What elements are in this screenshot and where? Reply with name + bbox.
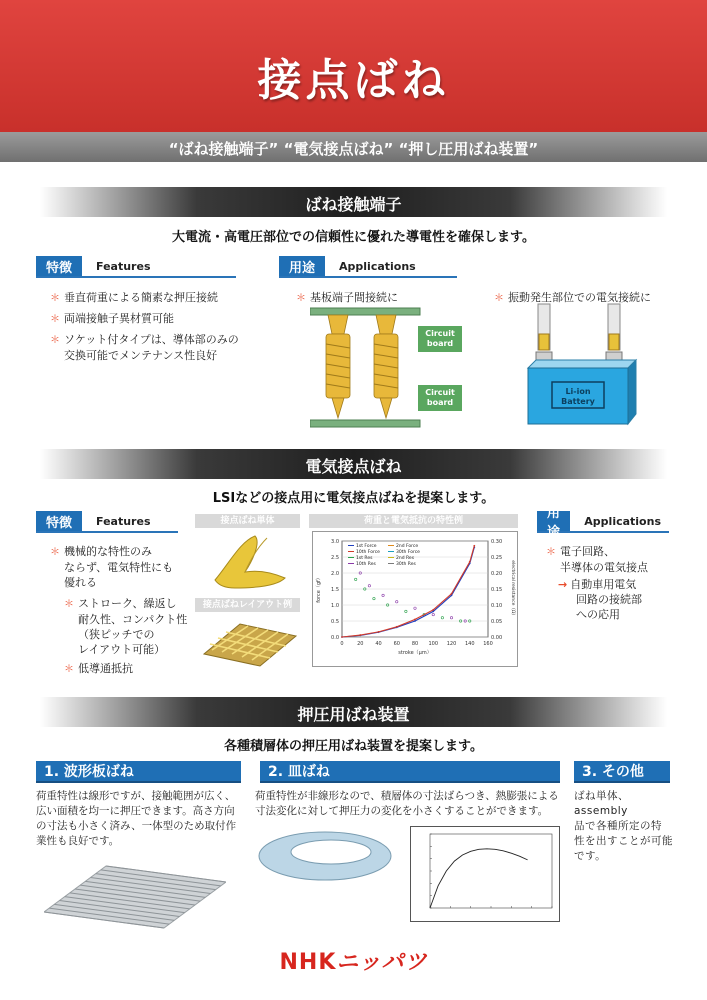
section1-apps-tag bbox=[279, 256, 457, 278]
item3-header: 3. その他 bbox=[574, 761, 670, 783]
legend-entry: 2nd Res bbox=[396, 556, 415, 561]
force-point bbox=[432, 609, 434, 611]
battery-label: Li-ion Battery bbox=[561, 387, 595, 406]
force-point bbox=[469, 561, 471, 563]
y2-tick-label: 0.00 bbox=[491, 635, 503, 641]
circuit-board-label-top: Circuit board bbox=[418, 326, 462, 352]
item2-text: 荷重特性が非線形なので、積層体の寸法ばらつき、熱膨張による 寸法変化に対して押圧力の変化を小さくすることができます。 bbox=[255, 790, 559, 817]
x-tick-label: 120 bbox=[446, 641, 457, 647]
force-point bbox=[414, 619, 416, 621]
features-label-en: Features bbox=[96, 259, 151, 273]
list-item: → 自動車用電気 回路の接続部 への応用 bbox=[558, 578, 642, 621]
item2-header: 2. 皿ばね bbox=[260, 761, 560, 783]
battery-illustration bbox=[522, 302, 642, 430]
legend-entry: 30th Force bbox=[396, 550, 420, 555]
force-resistance-chart bbox=[312, 531, 518, 667]
y2-tick-label: 0.10 bbox=[491, 603, 503, 609]
nhk-logo: NHKニッパツ bbox=[279, 950, 428, 975]
x-tick-label: 100 bbox=[428, 641, 439, 647]
y-tick-label: 0.0 bbox=[331, 635, 339, 641]
legend-entry: 10th Force bbox=[356, 550, 380, 555]
list-item: ＊ 電子回路、 半導体の電気接点 bbox=[546, 545, 648, 574]
res-point bbox=[405, 610, 407, 612]
res-point bbox=[432, 613, 434, 615]
features-label: 特徴 bbox=[36, 511, 82, 531]
item3-text: ばね単体、assembly 品で各種所定の特 性を出すことが可能 です。 bbox=[574, 790, 673, 862]
features-label: 特徴 bbox=[36, 256, 82, 276]
legend-entry: 1st Force bbox=[356, 544, 377, 549]
res-point bbox=[450, 617, 452, 619]
y-tick-label: 0.5 bbox=[331, 619, 339, 625]
list-item: ＊ 機械的な特性のみ ならず、電気特性にも 優れる bbox=[50, 545, 174, 589]
force-point bbox=[378, 631, 380, 633]
load-curve-line bbox=[430, 849, 528, 908]
force-point bbox=[473, 545, 475, 547]
disc-spring-image bbox=[255, 826, 395, 888]
x-tick-label: 60 bbox=[393, 641, 400, 647]
section1-title: ばね接触端子 bbox=[305, 195, 402, 214]
legend-entry: 30th Res bbox=[396, 562, 416, 567]
section1-features-tag bbox=[36, 256, 236, 278]
y-tick-label: 3.0 bbox=[331, 539, 339, 545]
y2-tick-label: 0.20 bbox=[491, 571, 503, 577]
y-tick-label: 2.0 bbox=[331, 571, 339, 577]
section3-title: 押圧用ばね装置 bbox=[297, 705, 410, 724]
force-point bbox=[451, 593, 453, 595]
x-tick-label: 20 bbox=[357, 641, 364, 647]
x-tick-label: 80 bbox=[411, 641, 419, 647]
item1-header: 1. 波形板ばね bbox=[36, 761, 241, 783]
section2-apps-list bbox=[546, 544, 676, 622]
item1-text: 荷重特性は線形ですが、接触範囲が広く、 広い面積を均一に押圧できます。高さ方向 の寸法も小さく済み、一体型のため取付作 業性も良好です。 bbox=[36, 790, 237, 847]
page-subtitle: “ばね接触端子” “電気接点ばね” “押し圧用ばね装置” bbox=[168, 140, 539, 158]
list-item: ＊ ソケット付タイプは、導体部のみの 交換可能でメンテナンス性良好 bbox=[50, 333, 239, 362]
section3-lead: 各種積層体の押圧用ばね装置を提案します。 bbox=[224, 739, 483, 754]
res-point bbox=[441, 617, 443, 619]
section1-lead: 大電流・高電圧部位での信頼性に優れた導電性を確保します。 bbox=[172, 230, 535, 245]
x-tick-label: 0 bbox=[340, 641, 344, 647]
page-title: 接点ばね bbox=[257, 55, 450, 106]
section2-apps-tag bbox=[537, 506, 669, 540]
contact-spring-layout-image bbox=[200, 614, 300, 670]
force-point bbox=[359, 634, 361, 636]
x-tick-label: 40 bbox=[375, 641, 382, 647]
section1-features-list bbox=[50, 290, 280, 363]
x-tick-label: 160 bbox=[483, 641, 493, 647]
apps-label-en: Applications bbox=[584, 514, 661, 528]
res-point bbox=[354, 578, 356, 580]
legend-entry: 10th Res bbox=[356, 562, 376, 567]
y2-tick-label: 0.30 bbox=[491, 539, 503, 545]
y2-tick-label: 0.05 bbox=[491, 619, 503, 625]
x-axis-label: stroke（μm） bbox=[398, 650, 432, 656]
y-tick-label: 1.0 bbox=[331, 603, 339, 609]
contact-spring-layout-label: 接点ばねレイアウト例 bbox=[195, 598, 300, 612]
apps-label: 用途 bbox=[537, 511, 570, 531]
force-point bbox=[396, 626, 398, 628]
res-point bbox=[382, 594, 384, 596]
y2-tick-label: 0.15 bbox=[491, 587, 503, 593]
arrow-right-icon: → bbox=[558, 578, 568, 591]
list-item: ＊ ストローク、繰返し 耐久性、コンパクト性 （狭ピッチでの レイアウト可能） bbox=[64, 597, 188, 656]
res-point bbox=[368, 585, 370, 587]
y2-axis-label: electrical resistance（Ω） bbox=[510, 560, 515, 618]
contact-spring-single-label: 接点ばね単体 bbox=[195, 514, 300, 528]
list-item: ＊ 低導通抵抗 bbox=[64, 662, 133, 675]
list-item: ＊ 垂直荷重による簡素な押圧接続 bbox=[50, 291, 218, 304]
y-tick-label: 2.5 bbox=[331, 555, 339, 561]
section2-lead: LSIなどの接点用に電気接点ばねを提案します。 bbox=[212, 491, 495, 506]
section2-features-list bbox=[50, 544, 190, 677]
legend-entry: 2nd Force bbox=[396, 544, 419, 549]
apps-label-en: Applications bbox=[339, 259, 416, 273]
plot-area bbox=[430, 834, 552, 908]
y-axis-label: force（gf） bbox=[316, 575, 322, 603]
wave-spring-image bbox=[44, 856, 226, 930]
spring-terminal-illustration bbox=[310, 304, 470, 432]
contact-spring-single-image bbox=[205, 532, 295, 592]
y-tick-label: 1.5 bbox=[331, 587, 339, 593]
circuit-board-label-bottom: Circuit board bbox=[418, 385, 462, 411]
y2-tick-label: 0.25 bbox=[491, 555, 503, 561]
res-point bbox=[396, 601, 398, 603]
force-point bbox=[341, 636, 343, 638]
section2-title: 電気接点ばね bbox=[305, 457, 402, 476]
legend-entry: 1st Res bbox=[356, 556, 373, 561]
section2-features-tag bbox=[36, 511, 178, 533]
app-board-to-board: ＊ 基板端子間接続に bbox=[296, 291, 398, 304]
chart-label: 荷重と電気抵抗の特性例 bbox=[309, 514, 518, 528]
res-point bbox=[414, 607, 416, 609]
list-item: ＊ 両端接触子異材質可能 bbox=[50, 312, 174, 325]
res-point bbox=[373, 597, 375, 599]
features-label-en: Features bbox=[96, 514, 151, 528]
force-point bbox=[414, 620, 416, 622]
apps-label: 用途 bbox=[279, 256, 325, 276]
disc-spring-chart bbox=[410, 826, 560, 922]
x-tick-label: 140 bbox=[464, 641, 475, 647]
app-vibration: ＊ 振動発生部位での電気接続に bbox=[494, 291, 651, 304]
